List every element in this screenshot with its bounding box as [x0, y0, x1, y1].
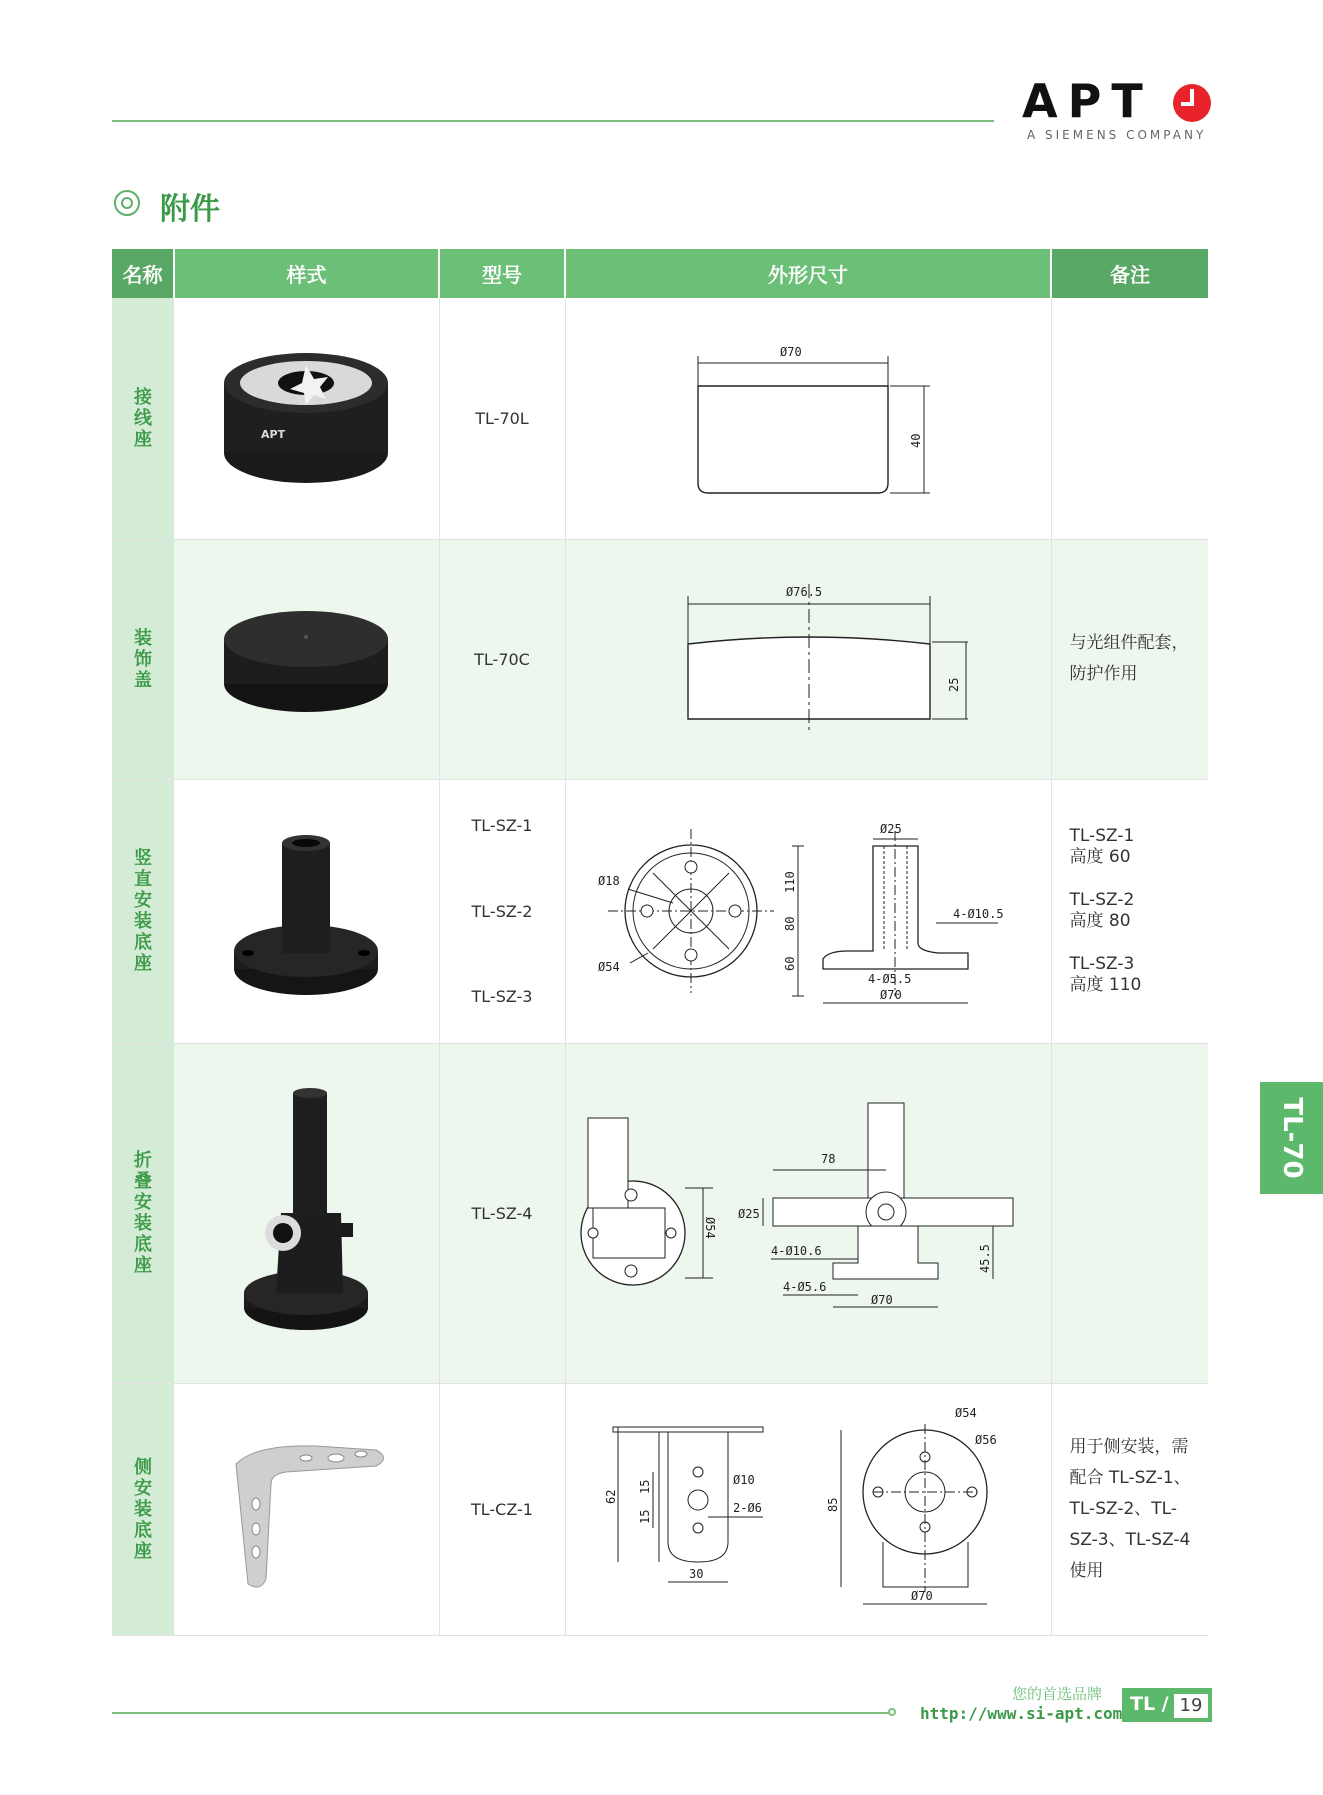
note-text: 与光组件配套， 防护作用	[1069, 633, 1189, 684]
row-name-cell	[112, 1383, 174, 1635]
dim-d54: Ø54	[703, 1217, 717, 1239]
tl70l-drawing	[658, 328, 958, 508]
product-photo	[174, 298, 439, 539]
note-tl-sz-2	[1070, 890, 1209, 932]
svg-text:APT: APT	[261, 428, 286, 442]
product-photo	[174, 1043, 439, 1383]
dim-len78: 78	[821, 1152, 836, 1166]
table-header-row	[112, 249, 1208, 298]
row-note	[1051, 298, 1208, 539]
footer-slogan: 您的首选品牌	[1012, 1685, 1103, 1703]
dim-h62: 62	[604, 1489, 618, 1504]
table-row	[112, 779, 1208, 1043]
note-tl-sz-1	[1070, 826, 1209, 868]
dim-h455: 45.5	[978, 1244, 992, 1273]
table-row	[112, 539, 1208, 779]
tl-sz-4-drawing	[573, 1093, 1043, 1333]
dim-h80: 80	[783, 916, 797, 931]
product-photo	[174, 1383, 439, 1635]
row-name: 竖直安装底座	[134, 848, 152, 974]
table-row	[112, 1383, 1208, 1635]
series-side-tab-label: TL-70	[1276, 1097, 1307, 1179]
side-mount-bracket-image	[216, 1424, 396, 1594]
page-number: 19	[1174, 1694, 1208, 1718]
series-label: TL /	[1130, 1693, 1169, 1715]
brand-logo: APT	[1022, 74, 1153, 128]
dim-2xd6: 2-Ø6	[733, 1500, 762, 1515]
note-height: 高度 60	[1069, 847, 1131, 867]
note-text: 用于侧安装，需 配合 TL-SZ-1、 TL-SZ-2、TL- SZ-3、TL-SZ-4 使用	[1069, 1436, 1191, 1581]
row-note	[1051, 539, 1208, 779]
row-note	[1051, 1043, 1208, 1383]
product-photo	[174, 539, 439, 779]
dim-d54: Ø54	[598, 960, 620, 974]
model-tl-sz-1: TL-SZ-1	[471, 816, 533, 835]
section-title: 附件	[160, 192, 220, 227]
note-tl-sz-3	[1070, 954, 1209, 996]
dimension-drawing	[565, 298, 1051, 539]
dim-d70: Ø70	[911, 1588, 933, 1603]
dim-d25: Ø25	[738, 1207, 760, 1221]
model-tl-sz-3: TL-SZ-3	[471, 987, 533, 1006]
row-name-cell	[112, 1043, 174, 1383]
terminal-base-image	[216, 343, 396, 493]
row-name-cell	[112, 298, 174, 539]
header-model: 型号	[439, 249, 565, 298]
page-number-box	[1122, 1688, 1212, 1722]
header-style: 样式	[174, 249, 439, 298]
row-name: 折叠安装底座	[134, 1150, 152, 1276]
note-height: 高度 80	[1069, 911, 1131, 931]
row-name: 侧安装底座	[134, 1456, 152, 1562]
dim-h15b: 15	[638, 1509, 652, 1524]
table-row	[112, 1043, 1208, 1383]
row-note	[1051, 779, 1208, 1043]
row-model	[439, 779, 565, 1043]
table-row	[112, 298, 1208, 539]
header-remarks: 备注	[1051, 249, 1208, 298]
row-model: TL-CZ-1	[439, 1383, 565, 1635]
footer-divider	[112, 1712, 892, 1714]
note-height: 高度 110	[1069, 975, 1142, 995]
row-name-cell	[112, 779, 174, 1043]
dim-d56: Ø56	[975, 1432, 997, 1447]
dim-holes-5-6: 4-Ø5.6	[783, 1280, 827, 1294]
series-side-tab	[1260, 1082, 1323, 1194]
row-name: 装饰盖	[134, 627, 152, 691]
dim-d25: Ø25	[880, 822, 902, 836]
decorative-cap-image	[216, 599, 396, 719]
dim-holes-10-6: 4-Ø10.6	[771, 1244, 822, 1258]
dim-d70: Ø70	[871, 1293, 893, 1307]
dim-holes-10-5: 4-Ø10.5	[953, 907, 1004, 921]
dimension-drawing	[565, 1383, 1051, 1635]
dim-w30: 30	[689, 1566, 704, 1581]
vertical-base-image	[226, 821, 386, 1001]
dimension-drawing	[565, 539, 1051, 779]
note-model: TL-SZ-1	[1069, 826, 1135, 846]
dim-h60: 60	[783, 956, 797, 971]
dim-h15a: 15	[638, 1479, 652, 1494]
dim-d54: Ø54	[955, 1405, 977, 1420]
header-dimensions: 外形尺寸	[565, 249, 1051, 298]
dim-diameter: Ø70	[780, 345, 802, 360]
logo-mark-icon	[1172, 83, 1212, 123]
note-model: TL-SZ-2	[1069, 890, 1135, 910]
footer-divider-dot	[888, 1708, 896, 1716]
dimension-drawing	[565, 779, 1051, 1043]
footer-url-link[interactable]: http://www.si-apt.com	[920, 1704, 1123, 1723]
tl70c-drawing	[648, 574, 968, 744]
section-bullet-icon	[114, 190, 140, 216]
model-tl-sz-2: TL-SZ-2	[471, 901, 533, 921]
tl-cz-1-drawing	[573, 1402, 1043, 1617]
dim-h110: 110	[783, 871, 797, 893]
dim-diameter: Ø76.5	[786, 585, 823, 599]
dim-d18: Ø18	[598, 874, 620, 888]
dim-d70: Ø70	[880, 988, 902, 1002]
dim-height: 25	[947, 677, 961, 692]
header-divider	[112, 120, 994, 122]
product-photo	[174, 779, 439, 1043]
tl-sz-drawing	[568, 811, 1048, 1011]
dimension-drawing	[565, 1043, 1051, 1383]
row-model: TL-70L	[439, 298, 565, 539]
row-note	[1051, 1383, 1208, 1635]
header-name: 名称	[112, 249, 174, 298]
note-model: TL-SZ-3	[1069, 954, 1135, 974]
row-model: TL-SZ-4	[439, 1043, 565, 1383]
row-name: 接线座	[134, 386, 152, 450]
row-model: TL-70C	[439, 539, 565, 779]
row-name-cell	[112, 539, 174, 779]
dim-holes-5-5: 4-Ø5.5	[868, 972, 912, 986]
dim-height: 40	[909, 433, 923, 449]
dim-h85: 85	[826, 1497, 840, 1512]
folding-base-image	[231, 1083, 381, 1343]
accessories-table	[112, 249, 1208, 1636]
dim-d10: Ø10	[733, 1472, 755, 1487]
brand-tagline: A SIEMENS COMPANY	[1027, 128, 1207, 142]
